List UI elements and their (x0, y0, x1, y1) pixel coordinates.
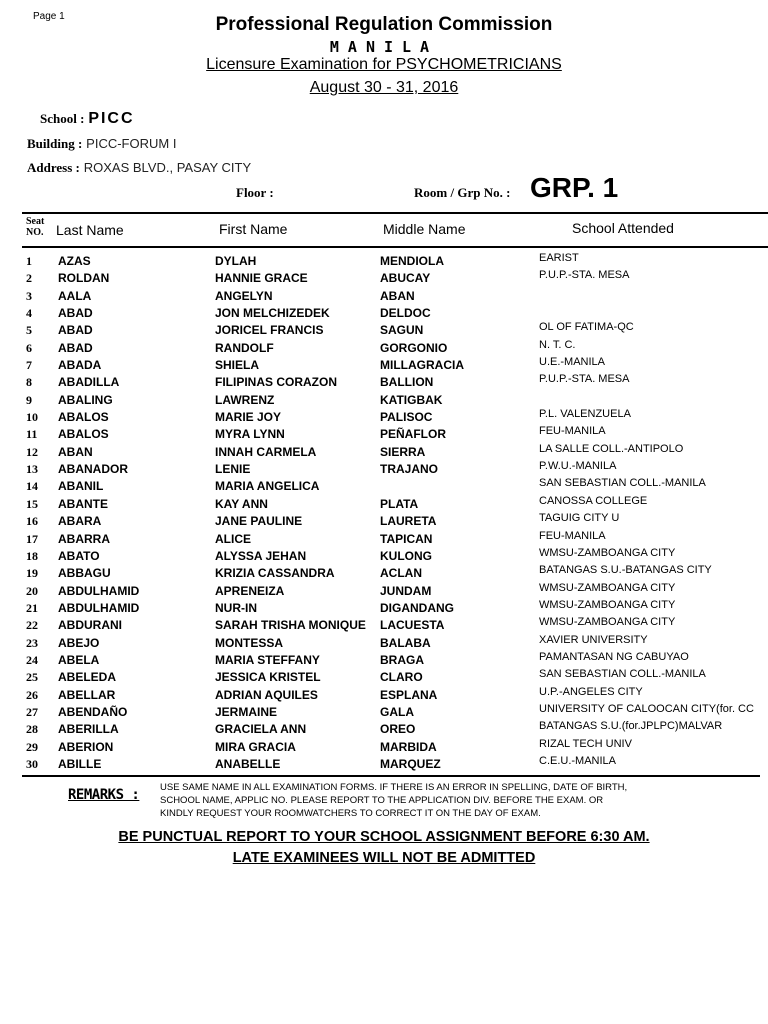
school-attended: TAGUIG CITY U (539, 512, 620, 525)
table-row (0, 616, 768, 633)
remarks-line: USE SAME NAME IN ALL EXAMINATION FORMS. IF THERE IS AN ERROR IN SPELLING, DATE OF BIRTH, (160, 782, 628, 793)
middle-name: KULONG (380, 548, 432, 563)
city-title: MANILA (329, 38, 439, 56)
seat-number: 17 (26, 531, 38, 546)
school-attended: SAN SEBASTIAN COLL.-MANILA (539, 477, 706, 490)
last-name: ABADA (58, 358, 102, 373)
school-attended: U.E.-MANILA (539, 356, 606, 369)
seat-number: 24 (26, 652, 38, 667)
first-name: JANE PAULINE (215, 514, 303, 529)
exam-title: Licensure Examination for PSYCHOMETRICIANS (206, 56, 562, 73)
examinee-table (0, 252, 768, 772)
middle-name: MILLAGRACIA (380, 358, 464, 373)
middle-name: BALLION (380, 375, 434, 390)
table-row (0, 391, 768, 408)
school-attended: OL OF FATIMA-QC (539, 321, 634, 334)
last-name: ABENDAÑO (58, 704, 128, 719)
last-name: ABILLE (58, 756, 102, 771)
last-name: ABALOS (58, 427, 109, 442)
middle-name: CLARO (380, 670, 423, 685)
seat-number: 10 (26, 410, 38, 425)
seat-number: 19 (26, 566, 38, 581)
first-name: KAY ANN (215, 496, 268, 511)
table-row (0, 651, 768, 668)
seat-number: 8 (26, 375, 32, 390)
remarks-label: REMARKS : (68, 787, 140, 803)
last-name: ABAN (58, 444, 93, 459)
first-name: MONTESSA (215, 635, 284, 650)
seat-number: 26 (26, 687, 38, 702)
table-bottom-rule (22, 775, 760, 777)
school-attended: C.E.U.-MANILA (539, 754, 617, 767)
remarks-text (160, 781, 700, 820)
header-bottom-rule (22, 246, 768, 248)
room-value: GRP. 1 (530, 172, 619, 203)
middle-name: GALA (380, 704, 414, 719)
middle-name: ABAN (380, 288, 415, 303)
last-name: ABERION (58, 739, 114, 754)
seat-number: 30 (26, 756, 38, 771)
first-name: MARIA STEFFANY (215, 652, 320, 667)
middle-name: LAURETA (380, 514, 437, 529)
last-name: ABBAGU (58, 566, 111, 581)
middle-name: MARBIDA (380, 739, 437, 754)
school-attended: CANOSSA COLLEGE (539, 494, 648, 507)
table-row (0, 668, 768, 685)
seat-number: 18 (26, 548, 38, 563)
last-name: ABAD (58, 306, 93, 321)
first-name: ANABELLE (215, 756, 281, 771)
remarks-line: KINDLY REQUEST YOUR ROOMWATCHERS TO CORRECT IT ON THE DAY OF EXAM. (160, 808, 541, 819)
seat-number: 4 (26, 306, 32, 321)
middle-name: ABUCAY (380, 271, 431, 286)
seat-number: 23 (26, 635, 38, 650)
middle-name: DIGANDANG (380, 600, 454, 615)
seat-number: 9 (26, 392, 32, 407)
middle-name: PLATA (380, 496, 419, 511)
last-name: ABALOS (58, 410, 109, 425)
last-name: ABAD (58, 340, 93, 355)
school-attended: PAMANTASAN NG CABUYAO (539, 650, 689, 663)
table-row (0, 495, 768, 512)
first-name: MYRA LYNN (215, 427, 285, 442)
first-name: JON MELCHIZEDEK (215, 306, 330, 321)
school-attended: WMSU-ZAMBOANGA CITY (539, 581, 676, 594)
first-name: JORICEL FRANCIS (215, 323, 324, 338)
middle-name: BRAGA (380, 652, 424, 667)
middle-name: JUNDAM (380, 583, 432, 598)
table-row (0, 339, 768, 356)
column-header-last-name: Last Name (56, 222, 124, 238)
middle-name: ESPLANA (380, 687, 438, 702)
middle-name: MENDIOLA (380, 254, 444, 268)
table-row (0, 287, 768, 304)
seat-number: 28 (26, 722, 38, 737)
school-label: School : (40, 111, 85, 126)
room-label: Room / Grp No. : (414, 185, 511, 200)
first-name: MARIA ANGELICA (215, 479, 320, 494)
first-name: SHIELA (215, 358, 260, 373)
middle-name: PALISOC (380, 410, 433, 425)
middle-name: SAGUN (380, 323, 424, 338)
middle-name: ACLAN (380, 566, 422, 581)
column-header-school: School Attended (572, 220, 674, 236)
footer-late-notice: LATE EXAMINEES WILL NOT BE ADMITTED (232, 850, 536, 866)
school-attended: BATANGAS S.U.-BATANGAS CITY (539, 564, 712, 577)
first-name: ADRIAN AQUILES (215, 687, 318, 702)
last-name: ABDURANI (58, 618, 122, 633)
table-row (0, 443, 768, 460)
first-name: INNAH CARMELA (215, 444, 317, 459)
seat-number: 16 (26, 514, 38, 529)
table-row (0, 356, 768, 373)
table-row (0, 460, 768, 477)
table-row (0, 373, 768, 390)
school-attended: BATANGAS S.U.(for.JPLPC)MALVAR (539, 720, 723, 733)
table-row (0, 547, 768, 564)
seat-number: 29 (26, 739, 38, 754)
middle-name: KATIGBAK (380, 392, 443, 407)
seat-number: 13 (26, 462, 38, 477)
column-header-middle-name: Middle Name (383, 221, 466, 237)
first-name: FILIPINAS CORAZON (215, 375, 337, 390)
middle-name: TAPICAN (380, 531, 433, 546)
school-attended: WMSU-ZAMBOANGA CITY (539, 598, 676, 611)
school-attended: LA SALLE COLL.-ANTIPOLO (539, 442, 684, 455)
table-row (0, 738, 768, 755)
seat-number: 14 (26, 479, 38, 494)
remarks-line: SCHOOL NAME, APPLIC NO. PLEASE REPORT TO THE APPLICATION DIV. BEFORE THE EXAM. OR (160, 795, 604, 806)
last-name: ABELEDA (58, 670, 117, 685)
last-name: ABEJO (58, 635, 100, 650)
table-row (0, 477, 768, 494)
first-name: LAWRENZ (215, 392, 275, 407)
school-attended: UNIVERSITY OF CALOOCAN CITY(for. CC (539, 702, 754, 715)
table-row (0, 582, 768, 599)
last-name: ABDULHAMID (58, 583, 140, 598)
header-top-rule (22, 212, 768, 214)
first-name: ALYSSA JEHAN (215, 548, 307, 563)
middle-name: BALABA (380, 635, 431, 650)
table-row (0, 634, 768, 651)
address-value: ROXAS BLVD., PASAY CITY (83, 160, 252, 175)
first-name: KRIZIA CASSANDRA (215, 566, 335, 581)
school-attended: P.U.P.-STA. MESA (539, 373, 630, 386)
last-name: ABANIL (58, 479, 104, 494)
table-row (0, 530, 768, 547)
table-row (0, 321, 768, 338)
table-row (0, 720, 768, 737)
school-attended: WMSU-ZAMBOANGA CITY (539, 616, 676, 629)
seat-number: 7 (26, 358, 32, 373)
last-name: AZAS (58, 254, 91, 268)
table-row (0, 755, 768, 772)
school-info (40, 110, 135, 128)
table-row (0, 512, 768, 529)
table-row (0, 686, 768, 703)
school-attended: P.W.U.-MANILA (539, 460, 617, 473)
middle-name: LACUESTA (380, 618, 445, 633)
first-name: GRACIELA ANN (215, 722, 307, 737)
first-name: NUR-IN (215, 600, 257, 615)
last-name: ROLDAN (58, 271, 110, 286)
building-value: PICC-FORUM I (86, 136, 177, 151)
school-attended: FEU-MANILA (539, 425, 606, 438)
table-row (0, 252, 768, 269)
first-name: JESSICA KRISTEL (215, 670, 321, 685)
table-row (0, 564, 768, 581)
last-name: ABELLAR (58, 687, 116, 702)
middle-name: DELDOC (380, 306, 431, 321)
seat-number: 12 (26, 444, 38, 459)
school-attended: P.U.P.-STA. MESA (539, 269, 630, 282)
last-name: AALA (58, 288, 92, 303)
address-info (27, 159, 251, 176)
seat-number: 20 (26, 583, 38, 598)
table-row (0, 269, 768, 286)
table-row (0, 304, 768, 321)
last-name: ABERILLA (58, 722, 119, 737)
last-name: ABADILLA (58, 375, 120, 390)
last-name: ABAD (58, 323, 93, 338)
seat-number: 27 (26, 704, 38, 719)
page-number: Page 1 (33, 11, 65, 22)
middle-name: GORGONIO (380, 340, 448, 355)
building-info (27, 135, 176, 152)
column-header-seat-line2: NO. (26, 227, 44, 238)
first-name: HANNIE GRACE (215, 271, 308, 286)
last-name: ABANADOR (58, 462, 128, 477)
school-attended: XAVIER UNIVERSITY (539, 633, 648, 646)
last-name: ABATO (58, 548, 100, 563)
seat-number: 15 (26, 496, 38, 511)
first-name: APRENEIZA (215, 583, 285, 598)
middle-name: PEÑAFLOR (380, 427, 446, 442)
table-row (0, 703, 768, 720)
middle-name: TRAJANO (380, 462, 439, 477)
column-header-seat-line1: Seat (26, 216, 45, 227)
school-attended: P.L. VALENZUELA (539, 408, 631, 421)
footer-punctual-notice: BE PUNCTUAL REPORT TO YOUR SCHOOL ASSIGNMENT BEFORE 6:30 AM. (118, 829, 650, 845)
table-row (0, 425, 768, 442)
seat-number: 22 (26, 618, 38, 633)
school-attended: SAN SEBASTIAN COLL.-MANILA (539, 668, 706, 681)
seat-number: 21 (26, 600, 38, 615)
address-label: Address : (27, 160, 80, 175)
exam-date: August 30 - 31, 2016 (309, 79, 459, 96)
middle-name: SIERRA (380, 444, 426, 459)
table-row (0, 599, 768, 616)
last-name: ABDULHAMID (58, 600, 140, 615)
seat-number: 5 (26, 323, 32, 338)
last-name: ABARRA (58, 531, 110, 546)
floor-label: Floor : (236, 185, 274, 200)
seat-number: 3 (26, 288, 32, 303)
building-label: Building : (27, 136, 83, 151)
first-name: LENIE (215, 462, 251, 477)
school-attended: RIZAL TECH UNIV (539, 737, 632, 750)
first-name: SARAH TRISHA MONIQUE (215, 618, 366, 633)
last-name: ABELA (58, 652, 100, 667)
column-header-first-name: First Name (219, 221, 288, 237)
seat-number: 1 (26, 254, 32, 268)
seat-number: 6 (26, 340, 32, 355)
school-attended: EARIST (539, 252, 579, 264)
seat-number: 25 (26, 670, 38, 685)
school-value: PICC (88, 110, 135, 127)
first-name: DYLAH (215, 254, 257, 268)
first-name: MARIE JOY (215, 410, 282, 425)
first-name: JERMAINE (215, 704, 278, 719)
first-name: ALICE (215, 531, 251, 546)
seat-number: 2 (26, 271, 32, 286)
middle-name: MARQUEZ (380, 756, 441, 771)
school-attended: U.P.-ANGELES CITY (539, 685, 643, 698)
first-name: ANGELYN (215, 288, 273, 303)
middle-name: OREO (380, 722, 416, 737)
column-header-seat (26, 216, 44, 238)
school-attended: FEU-MANILA (539, 529, 606, 542)
school-attended: N. T. C. (539, 338, 576, 351)
first-name: RANDOLF (215, 340, 274, 355)
organization-title: Professional Regulation Commission (215, 14, 553, 35)
last-name: ABALING (58, 392, 113, 407)
table-row (0, 408, 768, 425)
first-name: MIRA GRACIA (215, 739, 296, 754)
last-name: ABARA (58, 514, 102, 529)
last-name: ABANTE (58, 496, 108, 511)
seat-number: 11 (26, 427, 38, 442)
school-attended: WMSU-ZAMBOANGA CITY (539, 546, 676, 559)
